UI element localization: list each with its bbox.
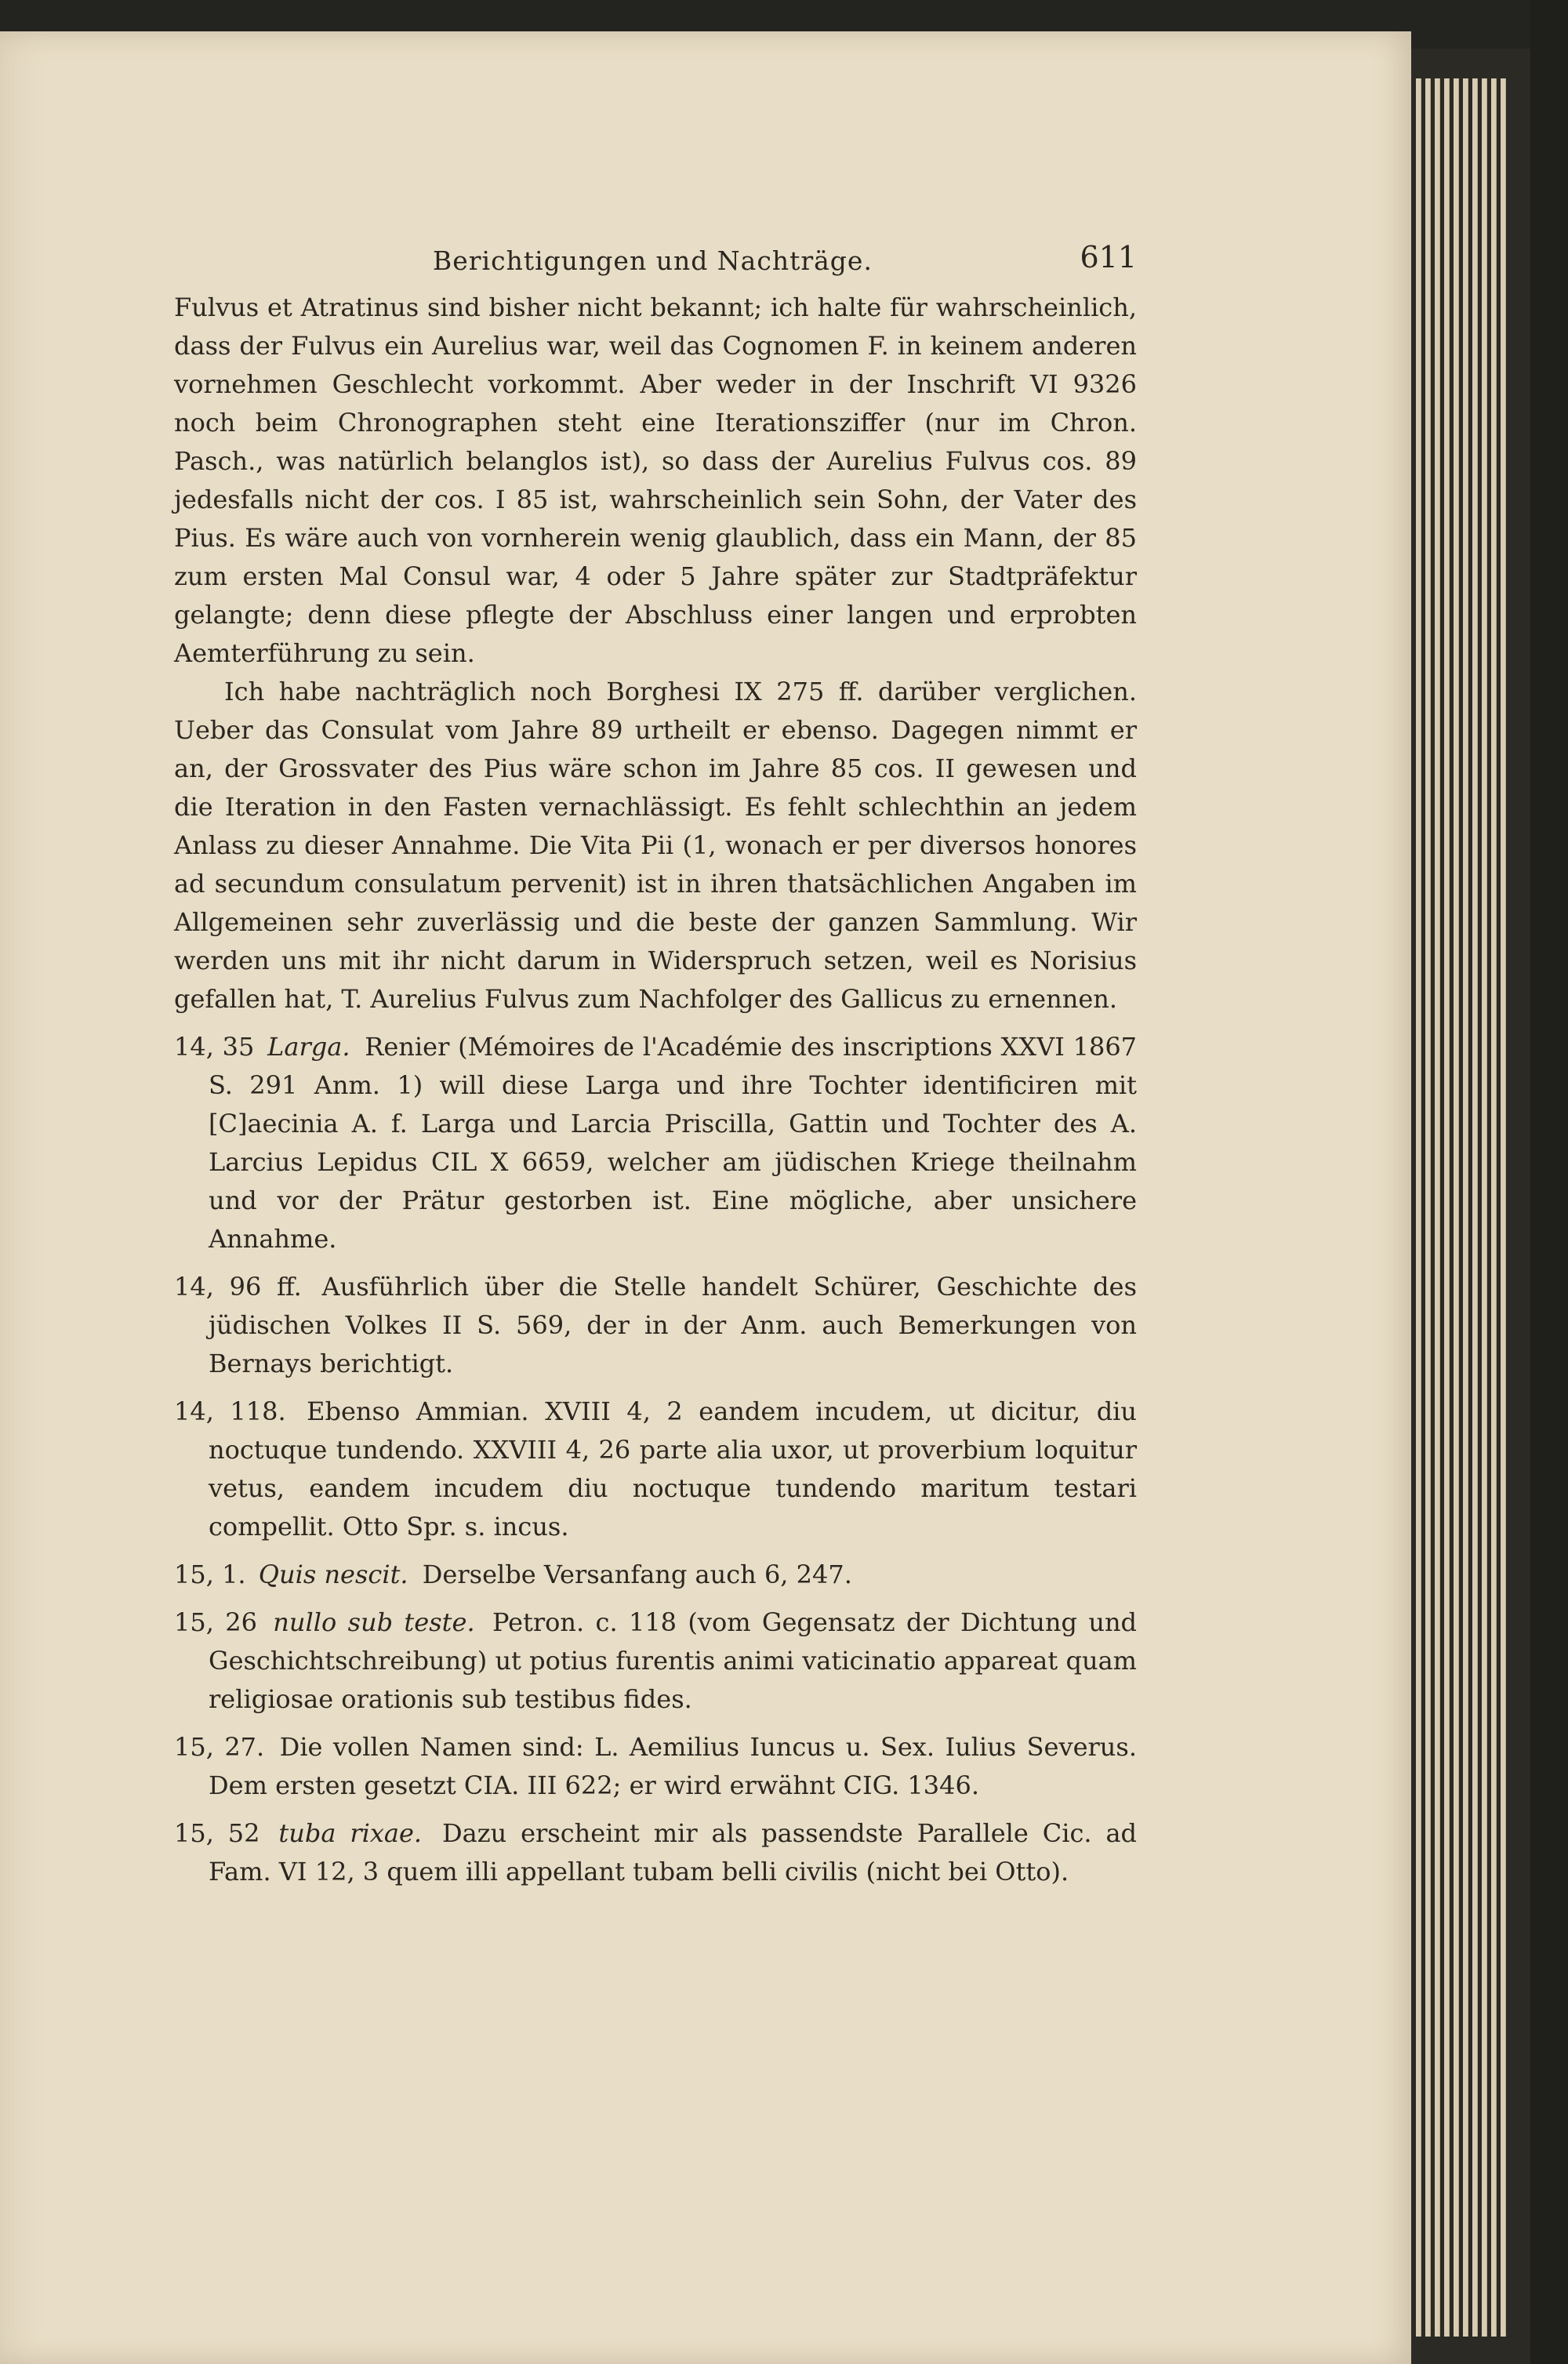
book-cover-edge [1530,0,1568,2364]
paragraph: Fulvus et Atratinus sind bisher nicht bekannt; ich halte für wahrscheinlich, dass der Fulvus ein Aurelius war, weil das Cognomen F. in keinem anderen vornehmen Geschlecht vorkommt. Aber weder in der Inschrift VI 9326 noch beim Chronographen steht eine Iterationsziffer (nur im Chron. Pasch., was natürlich belanglos ist), so dass der Aurelius Fulvus cos. 89 jedesfalls nicht der cos. I 85 ist, wahrscheinlich sein Sohn, der Vater des Pius. Es wäre auch von vornherein wenig glaublich, dass ein Mann, der 85 zum ersten Mal Consul war, 4 oder 5 Jahre später zur Stadtpräfektur gelangte; denn diese pflegte der Abschluss einer langen und erprobten Aemterführung zu sein. [174,292,1137,668]
page-edge [1454,78,1459,2337]
note-text: Petron. c. 118 (vom Gegensatz der Dichtung und Geschichtschreibung) ut potius furentis animi vaticinatio appareat quam religiosae orationis sub testibus fides. [209,1607,1138,1714]
page-edge [1463,78,1468,2337]
note-text: Dazu erscheint mir als passendste Parallele Cic. ad Fam. VI 12, 3 quem illi appellant tubam belli civilis (nicht bei Otto). [209,1818,1137,1886]
note-entry [174,1728,1137,1805]
note-text: Ausführlich über die Stelle handelt Schürer, Geschichte des jüdischen Volkes II S. 569, der in der Anm. auch Bemerkungen von Bernays berichtigt. [209,1272,1138,1378]
note-entry [174,1028,1137,1258]
note-reference: 14, 118. [174,1396,286,1426]
running-title: Berichtigungen und Nachträge. [433,245,873,276]
note-text: Die vollen Namen sind: L. Aemilius Iuncus u. Sex. Iulius Severus. Dem ersten gesetzt CIA. III 622; er wird erwähnt CIG. 1346. [209,1732,1138,1800]
running-head [174,210,1137,289]
note-lemma: Larga. [267,1032,350,1062]
note-entry [174,1393,1137,1546]
page-edge [1482,78,1487,2337]
page-edge [1472,78,1478,2337]
page-edge [1491,78,1497,2337]
note-reference: 15, 1. [174,1560,246,1589]
page-edge [1416,78,1421,2337]
note-entry [174,1556,1137,1594]
page-edge [1501,78,1506,2337]
note-entry [174,1603,1137,1719]
note-lemma: Quis nescit. [258,1560,408,1589]
page-edge [1435,78,1440,2337]
note-text: Derselbe Versanfang auch 6, 247. [422,1560,852,1589]
note-text: Renier (Mémoires de l'Académie des inscriptions XXVI 1867 S. 291 Anm. 1) will diese Larga und ihre Tochter identificiren mit [C]aecinia A. f. Larga und Larcia Priscilla, Gattin und Tochter des A. Larcius Lepidus CIL X 6659, welcher am jüdischen Kriege theilnahm und vor der Prätur gestorben ist. Eine mögliche, aber unsichere Annahme. [209,1032,1138,1254]
page-content [174,210,1137,1891]
note-lemma: nullo sub teste. [273,1607,475,1637]
note-lemma: tuba rixae. [278,1818,423,1848]
page-edge [1444,78,1450,2337]
page-edge [1425,78,1431,2337]
note-text: Ebenso Ammian. XVIII 4, 2 eandem incudem, ut dicitur, diu noctuque tundendo. XXVIII 4, 26 parte alia uxor, ut proverbium loquitur vetus, eandem incudem diu noctuque tundendo maritum testari compellit. Otto Spr. s. incus. [209,1396,1138,1542]
note-reference: 14, 35 [174,1032,255,1062]
page-number: 611 [1080,240,1137,274]
note-entry [174,1268,1137,1383]
note-reference: 15, 26 [174,1607,257,1637]
note-reference: 14, 96 ff. [174,1272,302,1302]
paragraph: Ich habe nachträglich noch Borghesi IX 275 ff. darüber verglichen. Ueber das Consulat vom Jahre 89 urtheilt er ebenso. Dagegen nimmt er an, der Grossvater des Pius wäre schon im Jahre 85 cos. II gewesen und die Iteration in den Fasten vernachlässigt. Es fehlt schlechthin an jedem Anlass zu dieser Annahme. Die Vita Pii (1, wonach er per diversos honores ad secundum consulatum pervenit) ist in ihren thatsächlichen Angaben im Allgemeinen sehr zuverlässig und die beste der ganzen Sammlung. Wir werden uns mit ihr nicht darum in Widerspruch setzen, weil es Norisius gefallen hat, T. Aurelius Fulvus zum Nachfolger des Gallicus zu ernennen. [174,677,1137,1014]
note-entry [174,1814,1137,1891]
note-reference: 15, 52 [174,1818,260,1848]
note-reference: 15, 27. [174,1732,265,1762]
